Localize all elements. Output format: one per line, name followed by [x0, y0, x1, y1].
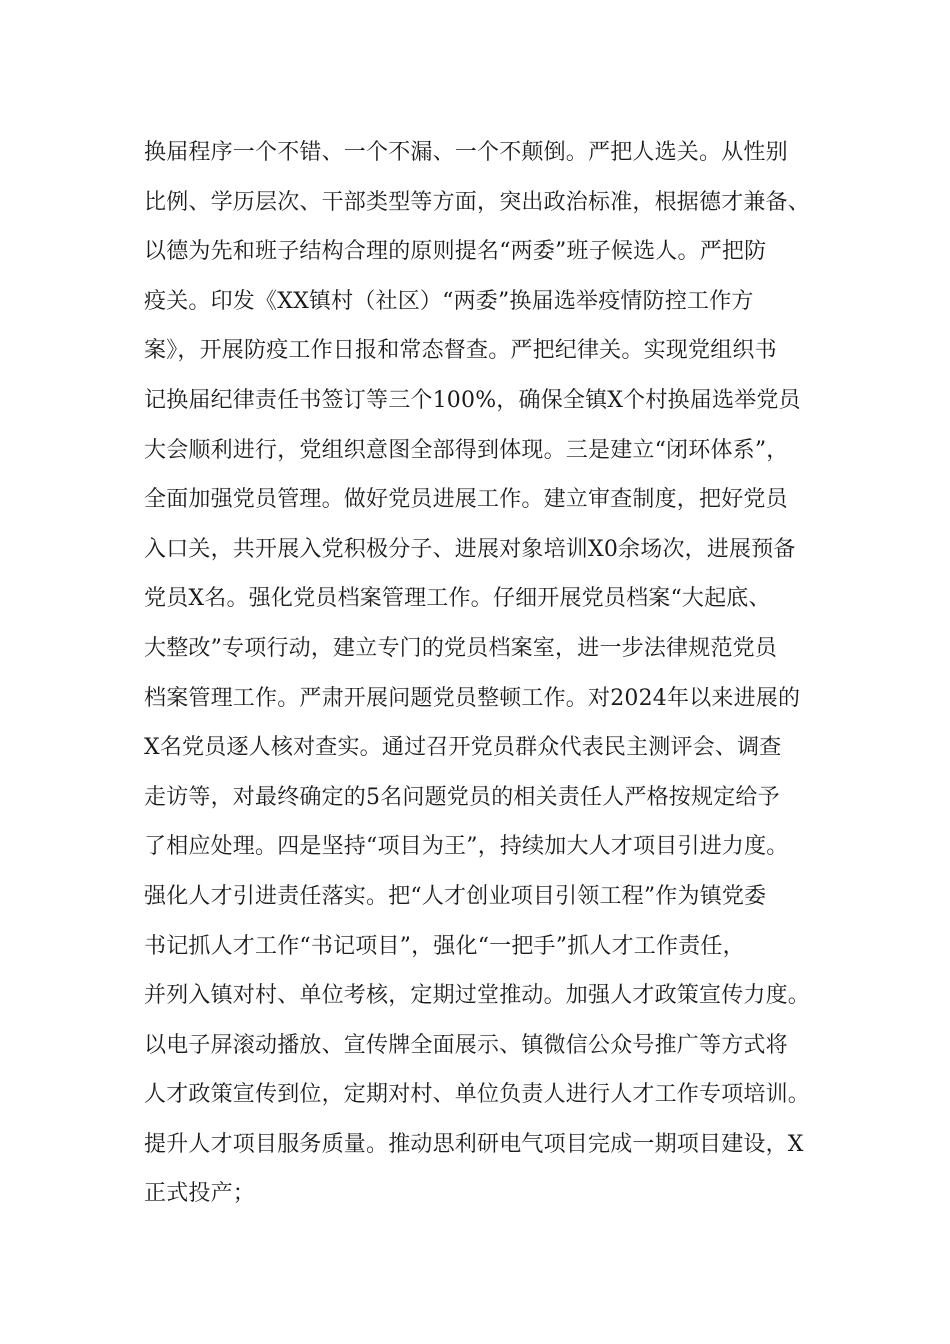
- text-line: 案》，开展防疫工作日报和常态督查。严把纪律关。实现党组织书: [144, 338, 777, 364]
- text-line: X名党员逐人核对查实。通过召开党员群众代表民主测评会、调查: [144, 735, 782, 761]
- text-line: 记换届纪律责任书签订等三个100%，确保全镇X个村换届选举党员: [144, 387, 801, 413]
- text-line: 入口关，共开展入党积极分子、进展对象培训X0余场次，进展预备: [144, 536, 796, 562]
- text-line: 疫关。印发《XX镇村（社区）“两委”换届选举疫情防控工作方: [144, 288, 754, 314]
- text-line: 档案管理工作。严肃开展问题党员整顿工作。对2024年以来进展的: [144, 685, 801, 711]
- text-line: 以电子屏滚动播放、宣传牌全面展示、镇微信公众号推广等方式将: [144, 1032, 788, 1058]
- text-line: 以德为先和班子结构合理的原则提名“两委”班子候选人。严把防: [144, 239, 767, 265]
- text-line: 大整改”专项行动，建立专门的党员档案室，进一步法律规范党员: [144, 635, 778, 661]
- text-line: 并列入镇对村、单位考核，定期过堂推动。加强人才政策宣传力度。: [144, 983, 811, 1009]
- text-line: 人才政策宣传到位，定期对村、单位负责人进行人才工作专项培训。: [144, 1082, 811, 1108]
- text-line: 党员X名。强化党员档案管理工作。仔细开展党员档案“大起底、: [144, 586, 771, 612]
- text-line: 强化人才引进责任落实。把“人才创业项目引领工程”作为镇党委: [144, 883, 767, 909]
- body-text: [144, 131, 844, 1222]
- text-line: 正式投产；: [144, 1181, 256, 1207]
- text-line: 换届程序一个不错、一个不漏、一个不颠倒。严把人选关。从性别: [144, 140, 788, 165]
- text-line: 大会顺利进行，党组织意图全部得到体现。三是建立“闭环体系”，: [144, 437, 789, 463]
- text-line: 书记抓人才工作“书记项目”，强化“一把手”抓人才工作责任，: [144, 933, 745, 959]
- text-line: 全面加强党员管理。做好党员进展工作。建立审查制度，把好党员: [144, 487, 788, 513]
- text-line: 走访等，对最终确定的5名问题党员的相关责任人严格按规定给予: [144, 784, 780, 810]
- text-line: 了相应处理。四是坚持“项目为王”，持续加大人才项目引进力度。: [144, 834, 789, 860]
- text-line: 提升人才项目服务质量。推动思利研电气项目完成一期项目建设，X: [144, 1131, 804, 1157]
- text-line: 比例、学历层次、干部类型等方面，突出政治标准，根据德才兼备、: [144, 189, 811, 215]
